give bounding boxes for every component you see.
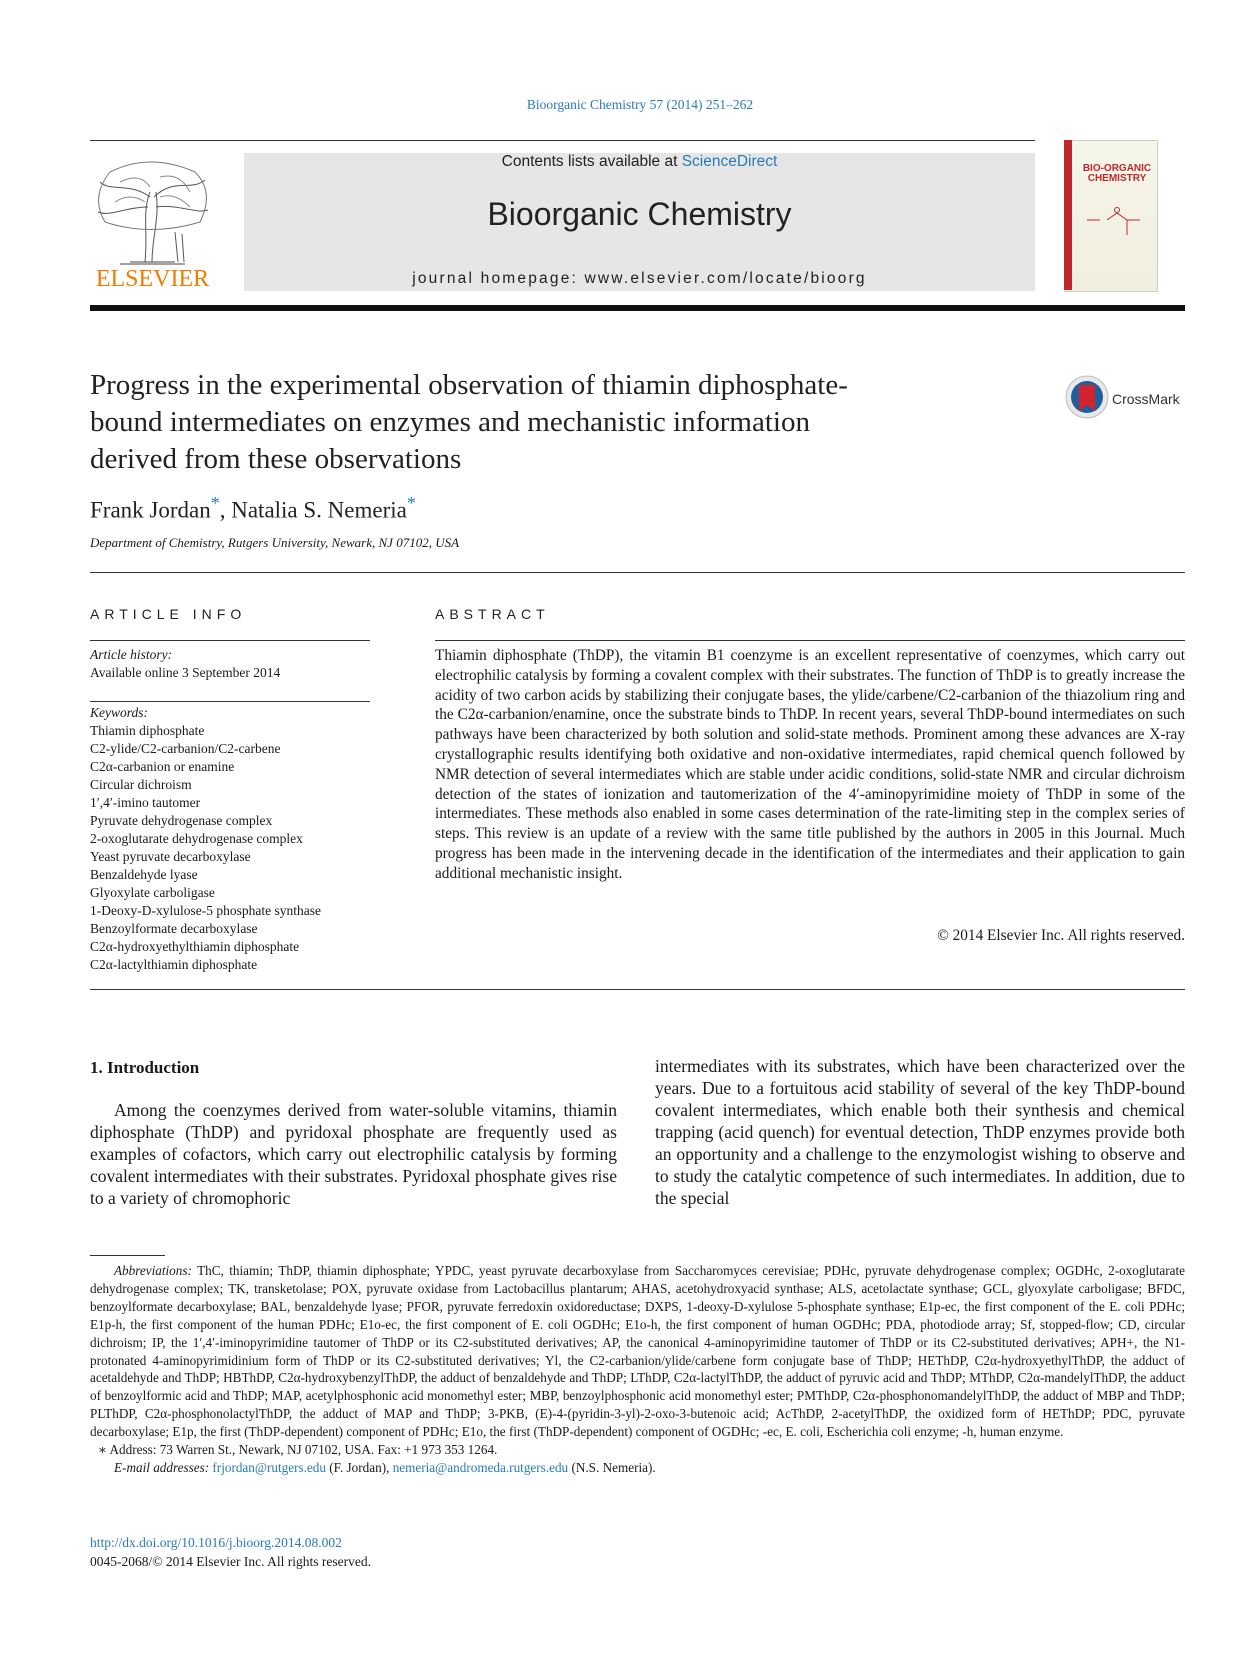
- section-rule: [90, 572, 1185, 573]
- cover-strip: [1064, 140, 1072, 290]
- intro-right-column: intermediates with its substrates, which have been characterized over the years. Due to a fortuitous acid stability of several of the key ThDP-bound covalent intermediates, which enable both their synthesis and chemical trapping (acid quench) for eventual detection, ThDP enzymes provide both an opportunity and a challenge to the enzymologist wishing to observe and to study the catalytic competence of such intermediates. In addition, due to the special: [655, 1056, 1185, 1208]
- keyword: 1′,4′-imino tautomer: [90, 795, 201, 810]
- journal-citation[interactable]: Bioorganic Chemistry 57 (2014) 251–262: [526, 97, 754, 112]
- cover-title: BIO-ORGANIC CHEMISTRY: [1082, 163, 1152, 184]
- keywords-rule: [90, 701, 370, 702]
- author-name: Natalia S. Nemeria: [231, 497, 407, 523]
- author-separator: ,: [219, 497, 232, 523]
- corresponding-author-mark[interactable]: *: [406, 493, 416, 513]
- keywords-label: Keywords:: [90, 705, 148, 720]
- abstract-rule: [435, 640, 1185, 641]
- abbreviations-label: Abbreviations:: [114, 1263, 192, 1278]
- email-link-nemeria[interactable]: nemeria@andromeda.rutgers.edu: [392, 1459, 569, 1475]
- history-value: Available online 3 September 2014: [90, 665, 281, 680]
- contents-line: Contents lists available at ScienceDirect: [501, 153, 778, 170]
- email-label: E-mail addresses:: [114, 1459, 210, 1475]
- header-thick-rule: [90, 305, 1185, 311]
- article-title: Progress in the experimental observation of thiamin diphosphate-bound intermediates on enzymes and mechanistic information derived from these observations: [90, 369, 848, 475]
- keyword: Glyoxylate carboligase: [90, 885, 215, 900]
- journal-homepage[interactable]: journal homepage: www.elsevier.com/locate/bioorg: [412, 270, 867, 287]
- abstract-bottom-rule: [90, 989, 1185, 990]
- keyword: 2-oxoglutarate dehydrogenase complex: [90, 831, 303, 846]
- keyword: Benzoylformate decarboxylase: [90, 921, 258, 936]
- abbreviations-footnote: [90, 1262, 1185, 1441]
- author-name: Frank Jordan: [90, 497, 211, 523]
- keyword: C2-ylide/C2-carbanion/C2-carbene: [90, 741, 281, 756]
- keyword: Yeast pyruvate decarboxylase: [90, 849, 251, 864]
- journal-title: Bioorganic Chemistry: [487, 196, 792, 232]
- header-rule: [90, 140, 1035, 141]
- keywords-list: [90, 722, 380, 974]
- abstract-copyright: © 2014 Elsevier Inc. All rights reserved.: [937, 927, 1185, 944]
- paragraph: Among the coenzymes derived from water-soluble vitamins, thiamin diphosphate (ThDP) and pyridoxal phosphate are frequently used as examples of cofactors, which carry out electrophilic catalysis by forming covalent intermediates with their substrates. Pyridoxal phosphate gives rise to a variety of chromophoric: [90, 1100, 617, 1208]
- authors: [90, 493, 416, 524]
- intro-left-column: [90, 1099, 617, 1209]
- elsevier-wordmark: ELSEVIER: [95, 266, 210, 292]
- abbreviations-text: ThC, thiamin; ThDP, thiamin diphosphate; YPDC, yeast pyruvate decarboxylase from Saccharomyces cerevisiae; PDHc, pyruvate dehydrogenase complex; OGDHc, 2-oxoglutarate dehydrogenase complex; TK, transketolase; POX, pyruvate oxidase from Lactobacillus plantarum; AHAS, acetohydroxyacid synthase; ALS, acetolactate synthase; GCL, glyoxylate carboligase; BFDC, benzoylformate decarboxylase; BAL, benzaldehyde lyase; PFOR, pyruvate ferredoxin oxidoreductase; DXPS, 1-deoxy-D-xylulose 5-phosphate synthase; E1p-ec, the first component of the E. coli PDHc; E1p-h, the first component of the human PDHc; E1o-ec, the first component of E. coli OGDHc; E1o-h, the first component of human OGDHc; PDA, photodiode array; Sf, stopped-flow; CD, circular dichroism; IP, the 1′,4′-iminopyrimidine tautomer of ThDP or its C2-substituted derivatives; AP, the canonical 4-aminopyrimidine tautomer of ThDP or its C2-substituted derivatives; APH+, the N1-protonated 4-aminopyrimidinium form of ThDP or its C2-substituted derivatives; Yl, the C2-carbanion/ylide/carbene form conjugate base of ThDP; HEThDP, C2α-hydroxyethylThDP, the adduct of acetaldehyde and ThDP; HBThDP, C2α-hydroxybenzylThDP, the adduct of benzaldehyde and ThDP; LThDP, C2α-lactylThDP, the adduct of pyruvic acid and ThDP; MThDP, C2α-mandelylThDP, the adduct of benzoylformic acid and ThDP; MAP, acetylphosphonic acid monomethyl ester; MBP, benzoylphosphonic acid monomethyl ester; PMThDP, C2α-phosphonomandelylThDP, the adduct of MBP and ThDP; PLThDP, C2α-phosphonolactylThDP, the adduct of MAP and ThDP; 3-PKB, (E)-4-(pyridin-3-yl)-2-oxo-3-butenoic acid; AcThDP, 2-acetylThDP, the oxidized form of HEThDP; PDC, pyruvate decarboxylase; E1p, the first (ThDP-dependent) component of PDHc; E1o, the first (ThDP-dependent) component of OGDHc; -ec, E. coli, Escherichia coli enzyme; -h, human enzyme.: [90, 1263, 1186, 1440]
- address-footnote: ∗ Address: 73 Warren St., Newark, NJ 07102, USA. Fax: +1 973 353 1264.: [98, 1442, 498, 1458]
- section-heading: 1. Introduction: [90, 1058, 200, 1077]
- crossmark-label[interactable]: CrossMark: [1112, 391, 1180, 407]
- article-info-rule: [90, 640, 370, 641]
- history-label: Article history:: [90, 647, 173, 662]
- keyword: C2α-hydroxyethylthiamin diphosphate: [90, 939, 300, 954]
- keyword: Benzaldehyde lyase: [90, 867, 198, 882]
- doi-link[interactable]: http://dx.doi.org/10.1016/j.bioorg.2014.08.002: [90, 1535, 342, 1550]
- abstract-text: Thiamin diphosphate (ThDP), the vitamin B1 coenzyme is an excellent representative of coenzymes, which carry out electrophilic catalysis by forming a covalent complex with their substrates. The function of ThDP is to greatly increase the acidity of two carbon acids by stabilizing their conjugate bases, the ylide/carbene/C2-carbanion of the thiazolium ring and the C2α-carbanion/enamine, once the substrate binds to ThDP. In recent years, several ThDP-bound intermediates on such pathways have been characterized by both solution and solid-state methods. Prominent among these advances are X-ray crystallographic results identifying both oxidative and non-oxidative intermediates, rapid chemical quench followed by NMR detection of several intermediates which are stable under acidic conditions, solid-state NMR and circular dichroism detection of the states of ionization and tautomerization of the 4′-aminopyrimidine moiety of ThDP in some of the intermediates. These methods also enabled in some cases determination of the rate-limiting step in the complex series of steps. This review is an update of a review with the same title published by the authors in 2005 in this Journal. Much progress has been made in the intervening decade in the identification of the intermediates and their application to gain additional mechanistic insight.: [435, 647, 1185, 882]
- issn-line: 0045-2068/© 2014 Elsevier Inc. All rights reserved.: [90, 1554, 371, 1569]
- footnotes: [90, 1262, 1185, 1477]
- abstract-heading: ABSTRACT: [435, 606, 550, 622]
- keyword: Pyruvate dehydrogenase complex: [90, 813, 273, 828]
- keyword: Thiamin diphosphate: [90, 723, 205, 738]
- email-footnote: E-mail addresses: frjordan@rutgers.edu (F. Jordan), nemeria@andromeda.rutgers.edu (N.S. Nemeria).: [114, 1459, 656, 1475]
- article-info-heading: ARTICLE INFO: [90, 606, 247, 622]
- keyword: 1-Deoxy-D-xylulose-5 phosphate synthase: [90, 903, 321, 918]
- crossmark-icon[interactable]: [1065, 375, 1109, 419]
- keyword: C2α-lactylthiamin diphosphate: [90, 957, 258, 972]
- cover-molecule-icon: [1085, 205, 1150, 240]
- sciencedirect-link[interactable]: ScienceDirect: [681, 153, 778, 170]
- email-link-jordan[interactable]: frjordan@rutgers.edu: [212, 1459, 326, 1475]
- keyword: C2α-carbanion or enamine: [90, 759, 235, 774]
- footnote-rule: [90, 1255, 165, 1256]
- affiliation: Department of Chemistry, Rutgers University, Newark, NJ 07102, USA: [90, 535, 460, 550]
- corresponding-author-mark[interactable]: *: [210, 493, 220, 513]
- keyword: Circular dichroism: [90, 777, 192, 792]
